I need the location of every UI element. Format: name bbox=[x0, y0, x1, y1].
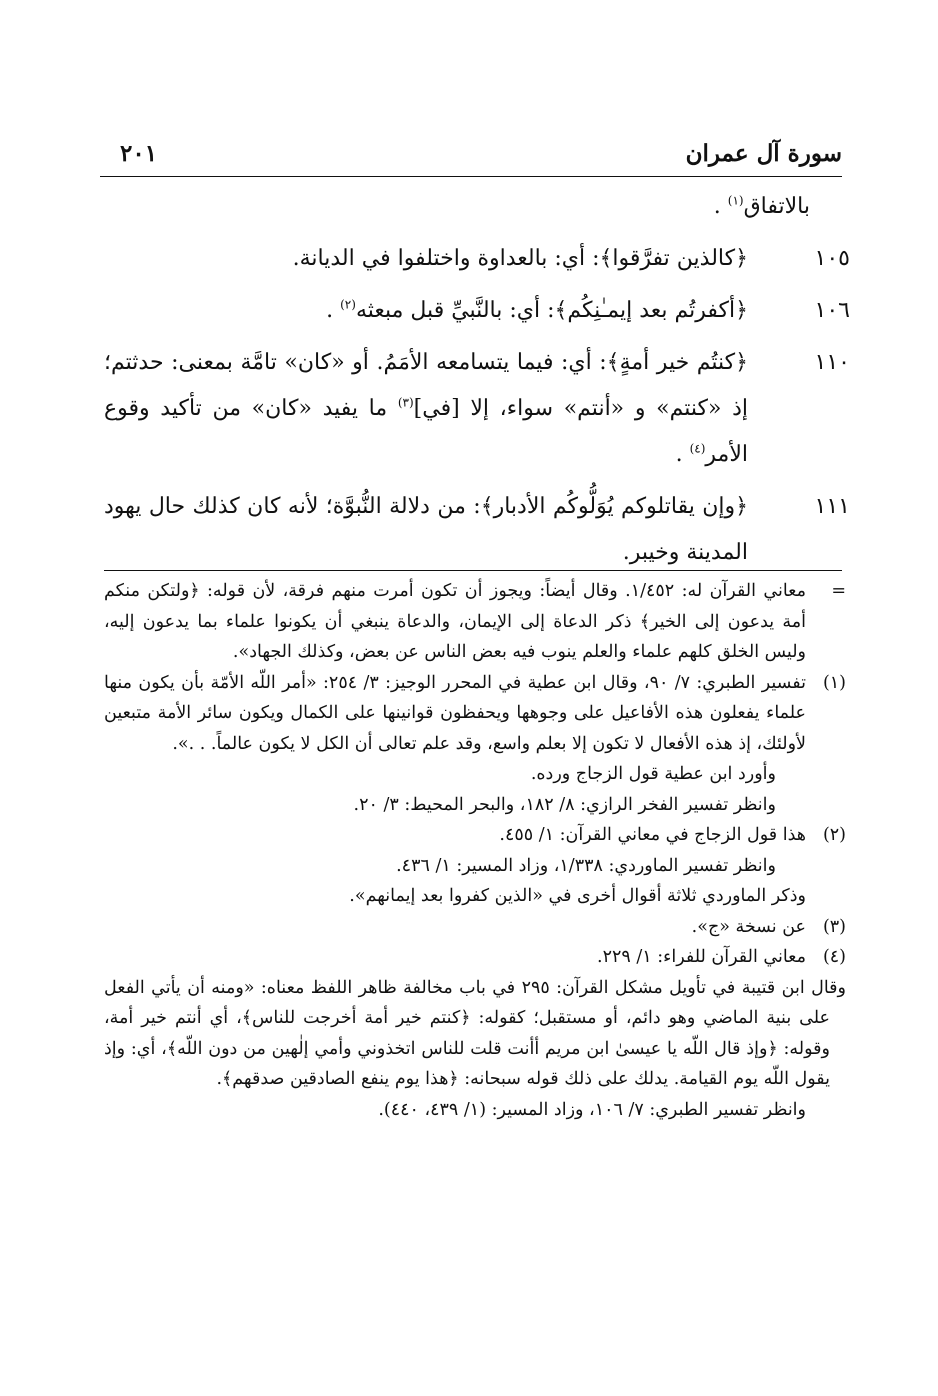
verse-text: ﴿كالذين تفرَّقوا﴾: أي: بالعداوة واختلفوا في الديانة. bbox=[292, 246, 748, 271]
footnote-subline: وانظر تفسير الفخر الرازي: ٨/ ١٨٢، والبحر المحيط: ٣/ ٢٠. bbox=[353, 794, 776, 815]
footnote-mark: (٢) bbox=[822, 825, 846, 845]
verse-number: ١٠٥ bbox=[814, 246, 850, 271]
surah-title: سورة آل عمران bbox=[685, 140, 842, 167]
footnote-text: تفسير الطبري: ٧/ ٩٠، وقال ابن عطية في المحرر الوجيز: ٣/ ٢٥٤: «أمر اللّه الأمّة بأن يكون منها علماء يفعلون هذه الأفاعيل على وجوهها ويحفظون قوانينها على الكمال ويكون سائر الأمة متبعين لأولئك، إذ هذه الأفعال لا تكون إلا بعلم واسع، وقد علم تعالى أن الكل لا يكون عالماً. . .». bbox=[104, 672, 806, 754]
verse-end: . bbox=[326, 298, 341, 323]
footnote-3 bbox=[104, 912, 846, 943]
footnote-divider bbox=[104, 570, 842, 571]
verse-entry bbox=[104, 340, 850, 478]
footnote-subline: وانظر تفسير الماوردي: ١/٣٣٨، وزاد المسير: ١/ ٤٣٦. bbox=[396, 855, 776, 876]
footnote-text: معاني القرآن للفراء: ١/ ٢٢٩. bbox=[597, 947, 806, 967]
verse-text: ﴿أكفرتُم بعد إيمـٰنِكُم﴾: أي: بالنَّبيِّ قبل مبعثه bbox=[355, 298, 748, 323]
verse-end: . bbox=[713, 194, 728, 219]
footnote-4 bbox=[104, 942, 846, 973]
footnote-mark: (٤) bbox=[822, 947, 846, 967]
footnote-4-subline: وانظر تفسير الطبري: ٧/ ١٠٦، وزاد المسير: (١/ ٤٣٩، ٤٤٠). bbox=[378, 1099, 806, 1120]
verse-number: ١٠٦ bbox=[814, 298, 850, 323]
footnote-2 bbox=[104, 820, 846, 912]
footnote-mark: (٣) bbox=[822, 916, 846, 937]
footnote-ref: (١) bbox=[727, 193, 744, 208]
verse-entry bbox=[104, 236, 850, 282]
footnote-mark: = bbox=[831, 581, 846, 601]
footnote-text: عن نسخة «ج». bbox=[691, 916, 806, 937]
verse-entry bbox=[104, 484, 850, 576]
footnote-text: هذا قول الزجاج في معاني القرآن: ١/ ٤٥٥. bbox=[499, 825, 806, 845]
footnote-text: معاني القرآن له: ١/٤٥٢. وقال أيضاً: ويجوز أن تكون أمرت منهم فرقة، لأن قوله: ﴿ولتكن منكم أمة يدعون إلى الخير﴾ ذكر الدعاة إلى الإيمان، والدعاة ينبغي أن يكونوا علماء بما يدعون إليه، وليس الخلق كلهم علماء والعلم ينوب فيه بعض الناس عن بعض، وكذلك الجهاد». bbox=[104, 581, 806, 662]
footnote-ref: (٤) bbox=[689, 441, 706, 456]
verse-text: ﴿كنتُم خير أمةٍ﴾: أي: فيما يتسامعه الأمَمُ. أو «كان» تامَّة بمعنى: حدثتم؛ إذ «كنتم» و «أنتم» سواء، إلا [في] bbox=[104, 350, 748, 421]
verse-continuation bbox=[104, 184, 850, 230]
footnote-subline: وأورد ابن عطية قول الزجاج ورده. bbox=[530, 764, 776, 784]
footnotes bbox=[104, 576, 846, 1125]
verse-text-cont: ما يفيد «كان» من تأكيد وقوع الأمر bbox=[104, 396, 748, 467]
footnote-1 bbox=[104, 668, 846, 821]
footnote-carryover bbox=[104, 576, 846, 668]
verse-end: . bbox=[675, 442, 690, 467]
verse-text: ﴿وإن يقاتلوكم يُوَلُّوكُم الأدبار﴾: من دلالة النُّبوَّة؛ لأنه كان كذلك حال يهود المدينة وخيبر. bbox=[104, 494, 748, 565]
footnote-subline: وذكر الماوردي ثلاثة أقوال أخرى في «الذين كفروا بعد إيمانهم». bbox=[349, 886, 806, 906]
footnote-ref: (٣) bbox=[397, 395, 414, 410]
verse-number: ١١٠ bbox=[814, 350, 850, 375]
footnote-ref: (٢) bbox=[340, 297, 356, 312]
verse-number: ١١١ bbox=[814, 494, 850, 519]
verse-entry bbox=[104, 288, 850, 334]
verse-text: بالاتفاق bbox=[743, 194, 810, 219]
footnote-mark: (١) bbox=[822, 672, 846, 693]
page-header bbox=[104, 138, 842, 178]
main-text bbox=[104, 184, 850, 582]
page-number: ٢٠١ bbox=[120, 140, 158, 167]
footnote-4-quote: وقال ابن قتيبة في تأويل مشكل القرآن: ٢٩٥ في باب مخالفة ظاهر اللفظ معناه: «ومنه أن يأتي الفعل على بنية الماضي وهو دائم، أو مستقبل؛ كقوله: ﴿كنتم خير أمة أخرجت للناس﴾، أي أنتم خير أمة، وقوله: ﴿وإذ قال اللّه يا عيسىٰ ابن مريم أأنت قلت للناس اتخذوني وأمي إلٰهين من دون اللّه﴾، أي: وإذ يقول اللّه يوم القيامة. يدلك على ذلك قوله سبحانه: ﴿هذا يوم ينفع الصادقين صدقهم﴾. bbox=[104, 977, 846, 1089]
header-divider bbox=[100, 176, 842, 177]
